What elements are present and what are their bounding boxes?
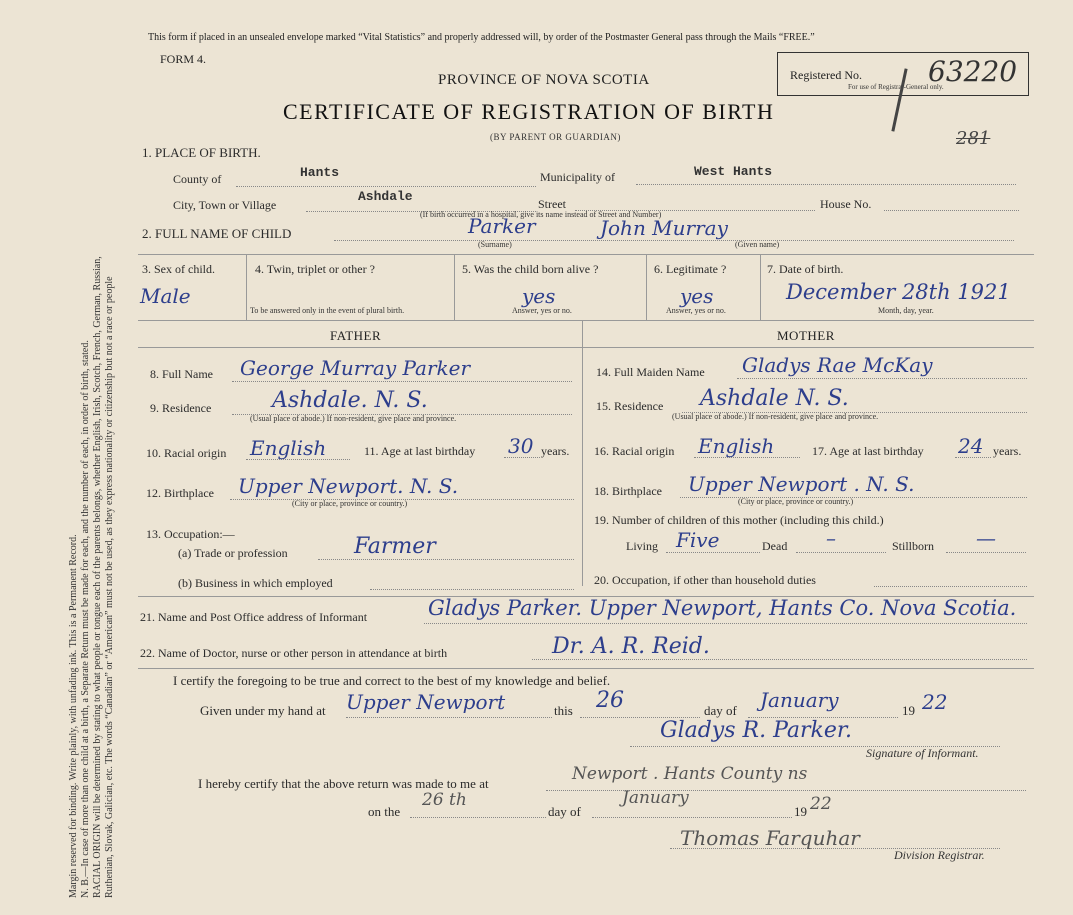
margin-notes (68, 18, 116, 898)
legitimate-note: Answer, yes or no. (666, 306, 726, 315)
box-divider-2 (454, 254, 455, 320)
mother-birthplace-label: 18. Birthplace (594, 484, 662, 498)
this-label: this (554, 703, 573, 718)
margin-note-multiple-births: N. B.—In case of more than one child at a birth, a Separate Return must be made for each, and the number of each, in order of birth, stated. (80, 340, 91, 898)
child-name-label: 2. FULL NAME OF CHILD (142, 226, 292, 241)
mother-racial-origin-label: 16. Racial origin (594, 444, 675, 458)
father-heading: FATHER (330, 328, 382, 343)
date-of-birth-value: December 28th 1921 (786, 280, 1011, 304)
parents-rule (138, 347, 1034, 348)
sex-label: 3. Sex of child. (142, 262, 215, 276)
struck-number: 281 (956, 128, 991, 149)
mother-occupation-line (874, 586, 1027, 587)
mother-age-years: years. (993, 444, 1022, 458)
registrar-day-value: 26 th (422, 790, 467, 810)
row-bottom-rule (138, 320, 1034, 321)
given-year-value: 22 (922, 690, 948, 714)
twin-label: 4. Twin, triplet or other ? (255, 262, 375, 276)
municipality-label: Municipality of (540, 170, 615, 184)
father-occupation-label: 13. Occupation:— (146, 527, 235, 541)
county-line (236, 186, 536, 187)
born-alive-note: Answer, yes or no. (512, 306, 572, 315)
county-value: Hants (300, 165, 340, 180)
registrar-day-of-label: day of (548, 804, 581, 819)
registrar-caption: Division Registrar. (894, 848, 985, 862)
stillborn-value: — (976, 526, 996, 550)
registered-note: For use of Registrar-General only. (848, 83, 944, 91)
page-subtitle: (BY PARENT OR GUARDIAN) (490, 132, 621, 142)
living-label: Living (626, 539, 658, 553)
place-of-birth-heading: 1. PLACE OF BIRTH. (142, 145, 261, 160)
registrar-day-line (410, 817, 546, 818)
dead-label: Dead (762, 539, 788, 553)
date-of-birth-note: Month, day, year. (878, 306, 934, 315)
father-age-years: years. (541, 444, 570, 458)
margin-note-binding: Margin reserved for binding. Write plainly, with unfading ink. This is a Permanent Record. (68, 534, 79, 898)
street-note: (If birth occurred in a hospital, give its name instead of Street and Number) (420, 210, 662, 219)
mother-name-line (737, 378, 1027, 379)
certify-statement: I certify the foregoing to be true and correct to the best of my knowledge and belief. (173, 673, 611, 688)
surname-caption: (Surname) (478, 240, 512, 249)
informant-signature: Gladys R. Parker. (660, 718, 852, 743)
box-divider-1 (246, 254, 247, 320)
child-name-line (334, 240, 1014, 241)
registrar-place-line (546, 790, 1026, 791)
form-number: FORM 4. (160, 52, 207, 66)
doctor-label: 22. Name of Doctor, nurse or other person in attendance at birth (140, 646, 448, 660)
mother-occupation-label: 20. Occupation, if other than household duties (594, 573, 816, 587)
father-trade-label: (a) Trade or profession (178, 546, 288, 560)
father-trade-line (318, 559, 574, 560)
given-day-value: 26 (596, 688, 624, 713)
municipality-value: West Hants (694, 164, 773, 179)
father-birthplace-value: Upper Newport. N. S. (238, 474, 459, 498)
doctor-value: Dr. A. R. Reid. (552, 634, 710, 659)
informant-line (424, 623, 1027, 624)
margin-note-racial-origin: RACIAL ORIGIN will be determined by stating to what people or tongue each of the parents belongs, whether English, Irish, Scotch, French, German, Russian, (92, 256, 103, 898)
informant-value: Gladys Parker. Upper Newport, Hants Co. Nova Scotia. (428, 596, 1017, 620)
given-under-hand-label: Given under my hand at (200, 703, 326, 718)
mother-heading: MOTHER (777, 328, 835, 343)
father-business-line (370, 589, 574, 590)
county-label: County of (173, 172, 222, 186)
born-alive-label: 5. Was the child born alive ? (462, 262, 599, 276)
mother-birthplace-line (680, 497, 1027, 498)
registrar-year-prefix: 19 (794, 804, 807, 819)
registrar-year-value: 22 (810, 794, 832, 814)
mother-residence-label: 15. Residence (596, 399, 664, 413)
father-residence-label: 9. Residence (150, 401, 212, 415)
mother-children-label: 19. Number of children of this mother (including this child.) (594, 513, 884, 527)
city-value: Ashdale (358, 189, 413, 204)
stillborn-label: Stillborn (892, 539, 935, 553)
date-of-birth-label: 7. Date of birth. (767, 262, 844, 276)
given-year-prefix: 19 (902, 703, 915, 718)
twin-note: To be answered only in the event of plural birth. (250, 306, 405, 315)
mother-name-label: 14. Full Maiden Name (596, 365, 705, 379)
father-business-label: (b) Business in which employed (178, 576, 333, 590)
registrar-signature: Thomas Farquhar (680, 826, 860, 850)
page-title: CERTIFICATE OF REGISTRATION OF BIRTH (283, 99, 775, 124)
dead-value: – (826, 526, 836, 550)
legitimate-value: yes (680, 284, 714, 308)
dead-line (796, 552, 886, 553)
registrar-place-value: Newport . Hants County ns (572, 764, 808, 784)
mother-residence-note: (Usual place of abode.) If non-resident, give place and province. (672, 412, 879, 421)
father-age-label: 11. Age at last birthday (364, 444, 476, 458)
parents-divider (582, 320, 583, 586)
province-heading: PROVINCE OF NOVA SCOTIA (438, 72, 650, 88)
given-month-value: January (760, 688, 839, 712)
margin-note-racial-origin-cont: Ruthenian, Slovak, Galician, etc. The words “Canadian” or “American” must not be used, as they express nationality or citizenship but not a race or people (104, 276, 115, 898)
given-name-caption: (Given name) (735, 240, 780, 249)
certify-rule (138, 668, 1034, 669)
given-place-line (346, 717, 552, 718)
mother-birthplace-value: Upper Newport . N. S. (688, 472, 915, 496)
house-number-label: House No. (820, 197, 872, 211)
living-line (666, 552, 760, 553)
registrar-statement: I hereby certify that the above return was made to me at (198, 776, 489, 791)
registrar-month-value: January (622, 788, 689, 808)
father-trade-value: Farmer (354, 534, 436, 559)
father-birthplace-note: (City or place, province or country.) (292, 499, 408, 508)
registered-number: 63220 (928, 55, 1018, 88)
day-of-label: day of (704, 703, 737, 718)
city-label: City, Town or Village (173, 198, 277, 212)
legitimate-label: 6. Legitimate ? (654, 262, 727, 276)
father-racial-origin-value: English (250, 436, 327, 460)
child-surname: Parker (468, 214, 536, 238)
doctor-line (532, 659, 1027, 660)
postal-notice: This form if placed in an unsealed envelope marked “Vital Statistics” and properly addressed will, by order of the Postmaster General pass through the Mails “FREE.” (148, 32, 815, 43)
mother-birthplace-note: (City or place, province or country.) (738, 497, 854, 506)
informant-label: 21. Name and Post Office address of Informant (140, 610, 368, 624)
municipality-line (636, 184, 1016, 185)
registrar-on-label: on the (368, 804, 401, 819)
box-divider-3 (646, 254, 647, 320)
row-top-rule (138, 254, 1034, 255)
father-name-value: George Murray Parker (240, 356, 471, 380)
father-residence-note: (Usual place of abode.) If non-resident, give place and province. (250, 414, 457, 423)
father-name-label: 8. Full Name (150, 367, 213, 381)
house-number-line (884, 210, 1019, 211)
stillborn-line (946, 552, 1026, 553)
registrar-month-line (592, 817, 792, 818)
father-age-value: 30 (508, 434, 534, 458)
informant-signature-caption: Signature of Informant. (866, 746, 979, 760)
registered-label: Registered No. (790, 68, 862, 82)
street-label: Street (538, 197, 566, 211)
mother-name-value: Gladys Rae McKay (742, 353, 933, 377)
box-divider-4 (760, 254, 761, 320)
father-residence-value: Ashdale. N. S. (272, 388, 428, 413)
sex-value: Male (140, 284, 191, 308)
living-value: Five (676, 528, 720, 552)
father-birthplace-label: 12. Birthplace (146, 486, 214, 500)
father-racial-origin-label: 10. Racial origin (146, 446, 227, 460)
mother-racial-origin-value: English (698, 434, 775, 458)
given-place-value: Upper Newport (346, 690, 506, 714)
born-alive-value: yes (522, 284, 556, 308)
mother-age-value: 24 (958, 434, 984, 458)
mother-age-label: 17. Age at last birthday (812, 444, 924, 458)
child-given-name: John Murray (600, 216, 728, 240)
father-name-line (232, 381, 572, 382)
mother-residence-value: Ashdale N. S. (700, 386, 849, 411)
